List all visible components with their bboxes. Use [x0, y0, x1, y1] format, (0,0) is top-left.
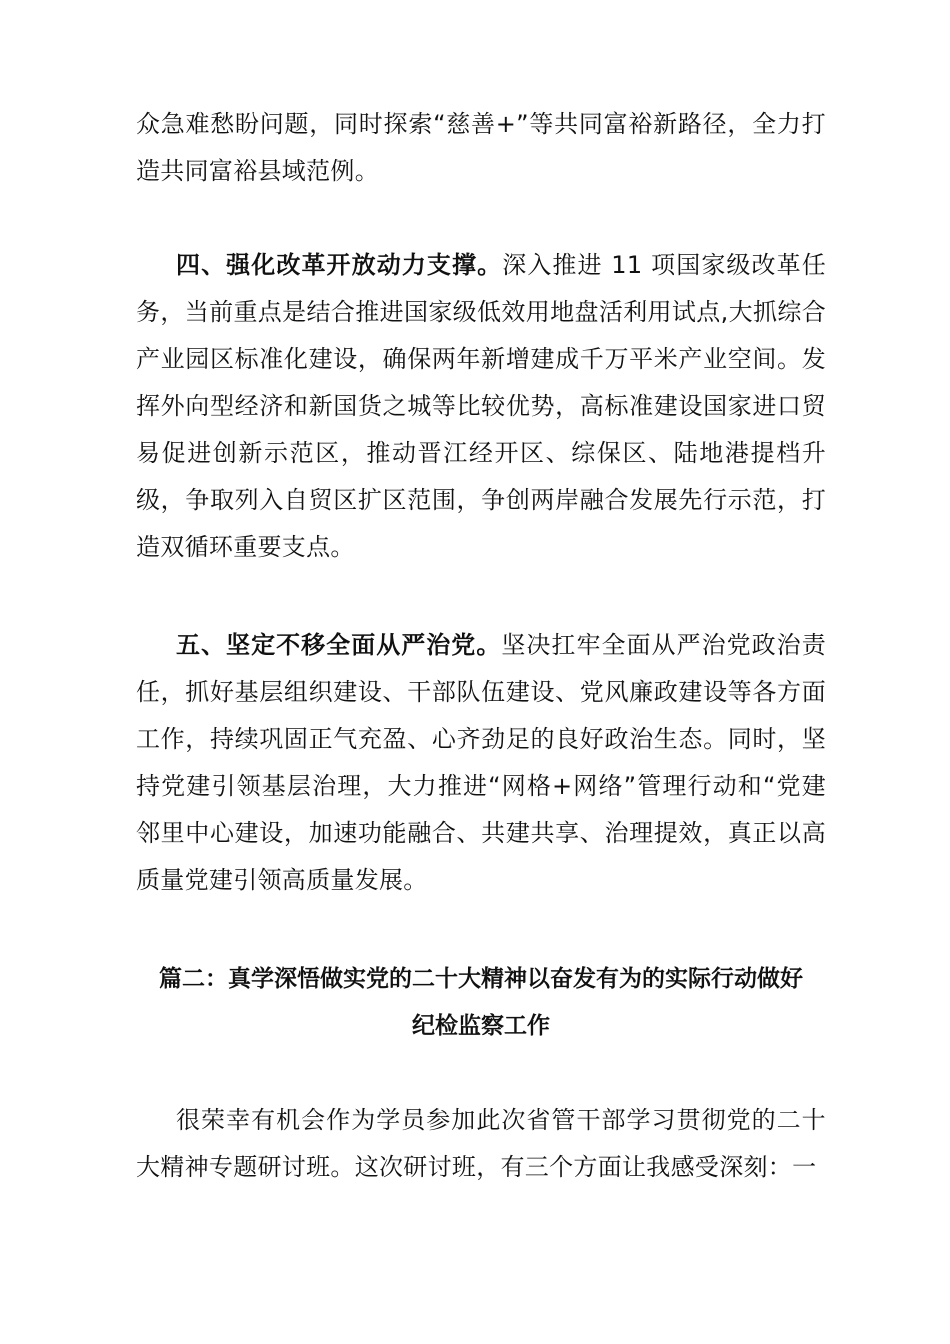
paragraph-text: 众急难愁盼问题，同时探索“慈善+”等共同富裕新路径，全力打造共同富裕县域范例。: [136, 110, 826, 185]
section-title-line-1: 篇二：真学深悟做实党的二十大精神以奋发有为的实际行动做好: [159, 966, 803, 992]
paragraph-text: 很荣幸有机会作为学员参加此次省管干部学习贯彻党的二十大精神专题研讨班。这次研讨班，有三个方面让我感受深刻：一: [136, 1106, 826, 1181]
paragraph-text: 坚决扛牢全面从严治党政治责任，抓好基层组织建设、干部队伍建设、党风廉政建设等各方面工作，持续巩固正气充盈、心齐劲足的良好政治生态。同时，坚持党建引领基层治理，大力推进“网格+网络”管理行动和“党建邻里中心建设，加速功能融合、共建共享、治理提效，真正以高质量党建引领高质量发展。: [136, 631, 826, 894]
section-title-line-2: 纪检监察工作: [412, 1013, 550, 1039]
paragraph-reform-opening: [136, 242, 826, 571]
section-title: [136, 956, 826, 1050]
paragraph-text: 深入推进 11 项国家级改革任务，当前重点是结合推进国家级低效用地盘活利用试点,大抓综合产业园区标准化建设，确保两年新增建成千万平米产业空间。发挥外向型经济和新国货之城等比较优势，高标准建设国家进口贸易促进创新示范区，推动晋江经开区、综保区、陆地港提档升级，争取列入自贸区扩区范围，争创两岸融合发展先行示范，打造双循环重要支点。: [136, 251, 827, 561]
paragraph-lead-heading: 五、坚定不移全面从严治党。: [176, 631, 502, 659]
paragraph-lead-heading: 四、强化改革开放动力支撑。: [176, 251, 503, 279]
paragraph-opening-remarks: [136, 1097, 826, 1191]
paragraph-continuation: [136, 101, 826, 195]
paragraph-party-discipline: [136, 622, 826, 904]
